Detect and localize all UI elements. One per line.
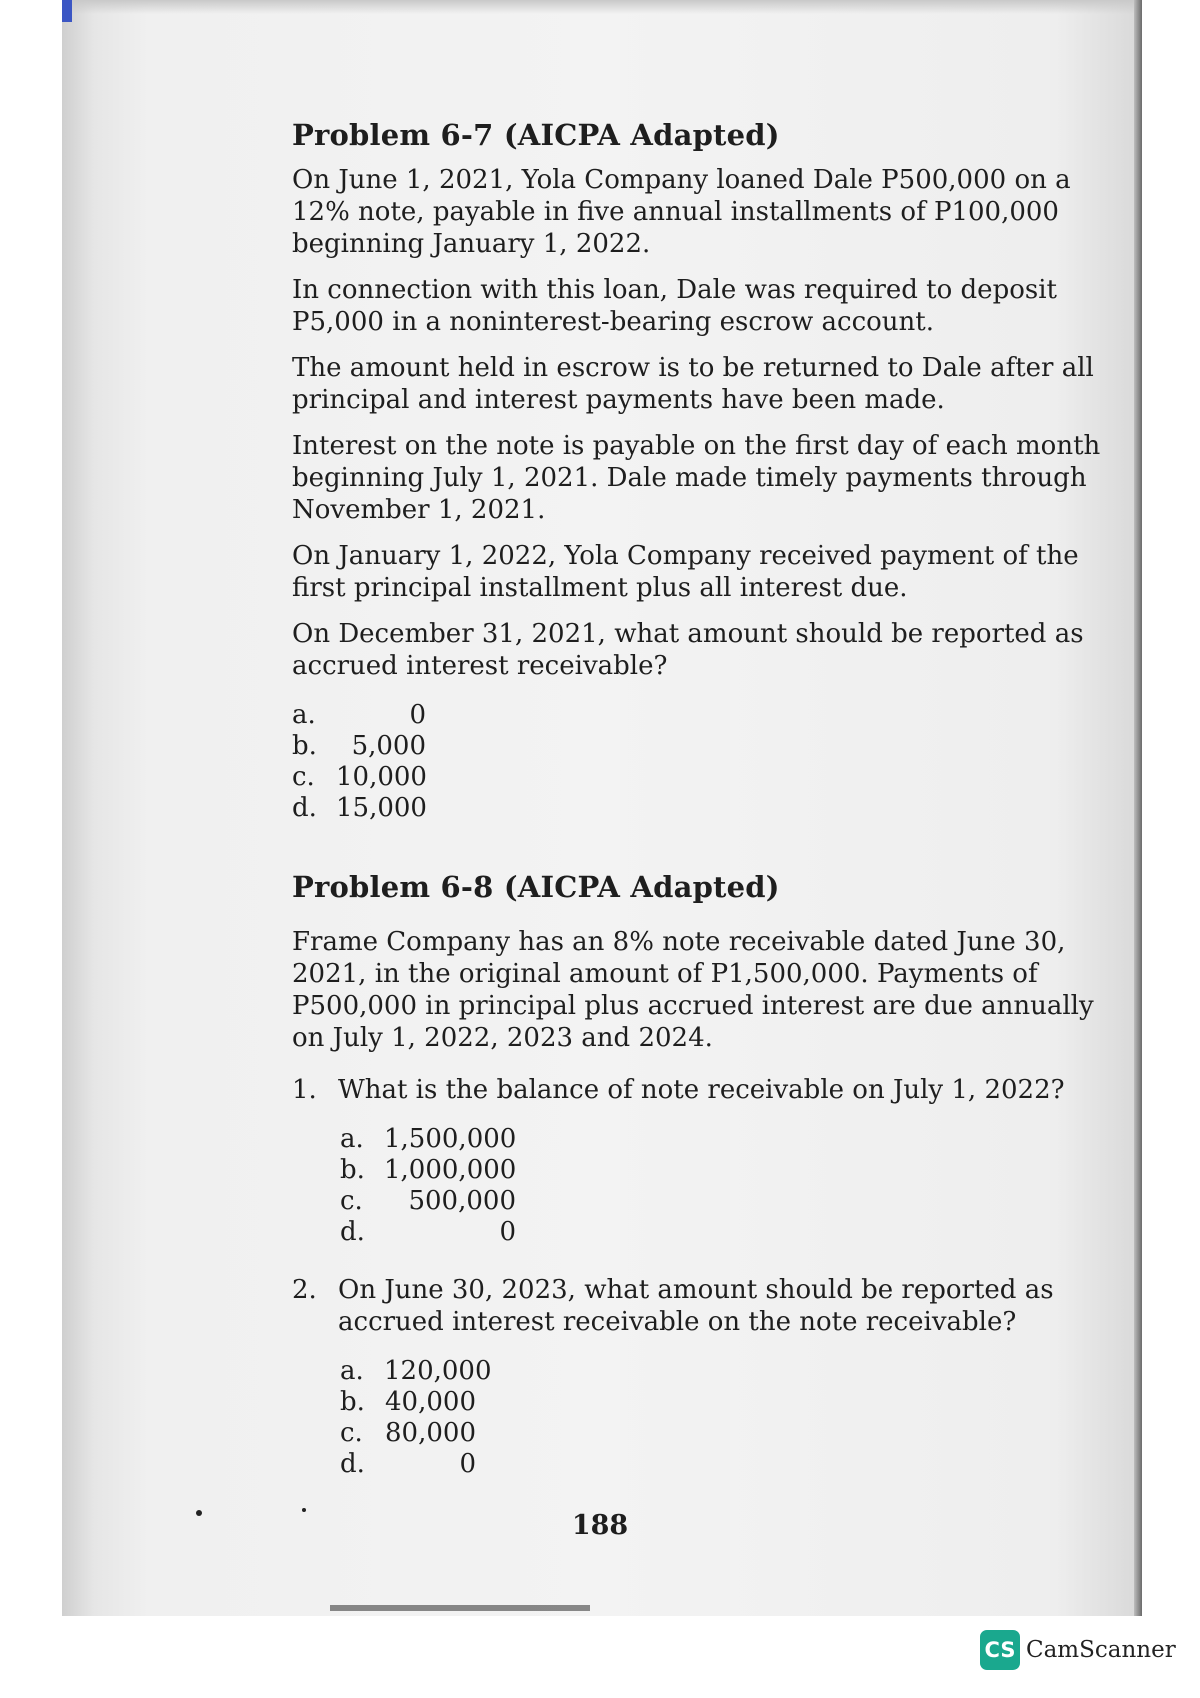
choice-value: 80,000 <box>385 1418 476 1448</box>
choice-letter: d. <box>340 1449 365 1479</box>
problem-question: On December 31, 2021, what amount should be reported as accrued interest receivable? <box>292 619 1084 681</box>
problem-paragraph: The amount held in escrow is to be returned to Dale after all principal and interest payments have been made. <box>292 353 1094 415</box>
camscanner-logo-icon: CS <box>980 1630 1020 1670</box>
answer-choice <box>340 1155 1102 1186</box>
answer-choices <box>340 1356 1102 1480</box>
question-text: What is the balance of note receivable on July 1, 2022? <box>338 1075 1065 1105</box>
answer-choice <box>340 1217 1102 1248</box>
choice-letter: d. <box>340 1217 365 1247</box>
problem-6-7 <box>292 118 1102 824</box>
choice-letter: d. <box>292 793 317 823</box>
problem-paragraph: In connection with this loan, Dale was required to deposit P5,000 in a noninterest-bearing escrow account. <box>292 275 1057 337</box>
choice-value: 5,000 <box>351 731 426 761</box>
problem-heading: Problem 6-7 (AICPA Adapted) <box>292 118 780 152</box>
answer-choice <box>292 700 1102 731</box>
answer-choice <box>340 1449 1102 1480</box>
answer-choice <box>292 793 1102 824</box>
scan-corner-mark <box>62 0 72 22</box>
choice-letter: a. <box>340 1356 364 1386</box>
camscanner-watermark <box>980 1630 1176 1670</box>
scan-top-shadow <box>62 0 1142 14</box>
answer-choice <box>292 731 1102 762</box>
choice-letter: a. <box>292 700 316 730</box>
answer-choice <box>340 1356 1102 1387</box>
choice-value: 120,000 <box>384 1356 492 1386</box>
scan-right-edge <box>1134 0 1142 1616</box>
choice-letter: c. <box>340 1418 363 1448</box>
problem-paragraph: On June 1, 2021, Yola Company loaned Dale P500,000 on a 12% note, payable in five annual installments of P100,000 beginning January 1, 2022. <box>292 165 1071 259</box>
choice-letter: a. <box>340 1124 364 1154</box>
choice-value: 0 <box>459 1449 476 1479</box>
problem-paragraph: Interest on the note is payable on the first day of each month beginning July 1, 2021. Dale made timely payments through November 1, 2021. <box>292 431 1101 525</box>
question-number: 1. <box>292 1075 317 1105</box>
answer-choice <box>340 1387 1102 1418</box>
choice-value: 40,000 <box>385 1387 476 1417</box>
book-page <box>292 118 1102 1480</box>
choice-value: 1,500,000 <box>384 1124 517 1154</box>
choice-value: 0 <box>409 700 426 730</box>
answer-choice <box>340 1124 1102 1155</box>
choice-value: 500,000 <box>408 1186 516 1216</box>
answer-choice <box>340 1186 1102 1217</box>
answer-choices <box>340 1124 1102 1248</box>
problem-paragraph: On January 1, 2022, Yola Company received payment of the first principal installment plus all interest due. <box>292 541 1079 603</box>
choice-letter: b. <box>340 1387 365 1417</box>
choice-value: 1,000,000 <box>384 1155 517 1185</box>
answer-choices <box>292 700 1102 824</box>
question-text: On June 30, 2023, what amount should be reported as accrued interest receivable on the note receivable? <box>338 1275 1054 1337</box>
scan-bottom-mark <box>330 1605 590 1611</box>
question-item <box>292 1274 1102 1338</box>
answer-choice <box>340 1418 1102 1449</box>
page-number: 188 <box>571 1510 629 1541</box>
choice-value: 15,000 <box>336 793 427 823</box>
choice-letter: c. <box>340 1186 363 1216</box>
problem-heading: Problem 6-8 (AICPA Adapted) <box>292 870 780 904</box>
problem-6-8 <box>292 870 1102 1480</box>
problem-paragraph: Frame Company has an 8% note receivable dated June 30, 2021, in the original amount of P1,500,000. Payments of P500,000 in principal plus accrued interest are due annually on July 1, 2022, 2023 and 2024. <box>292 927 1094 1053</box>
choice-letter: b. <box>340 1155 365 1185</box>
choice-value: 0 <box>499 1217 516 1247</box>
camscanner-name: CamScanner <box>1026 1637 1176 1663</box>
answer-choice <box>292 762 1102 793</box>
question-item <box>292 1074 1102 1106</box>
choice-value: 10,000 <box>336 762 427 792</box>
question-number: 2. <box>292 1275 317 1305</box>
choice-letter: c. <box>292 762 315 792</box>
choice-letter: b. <box>292 731 317 761</box>
